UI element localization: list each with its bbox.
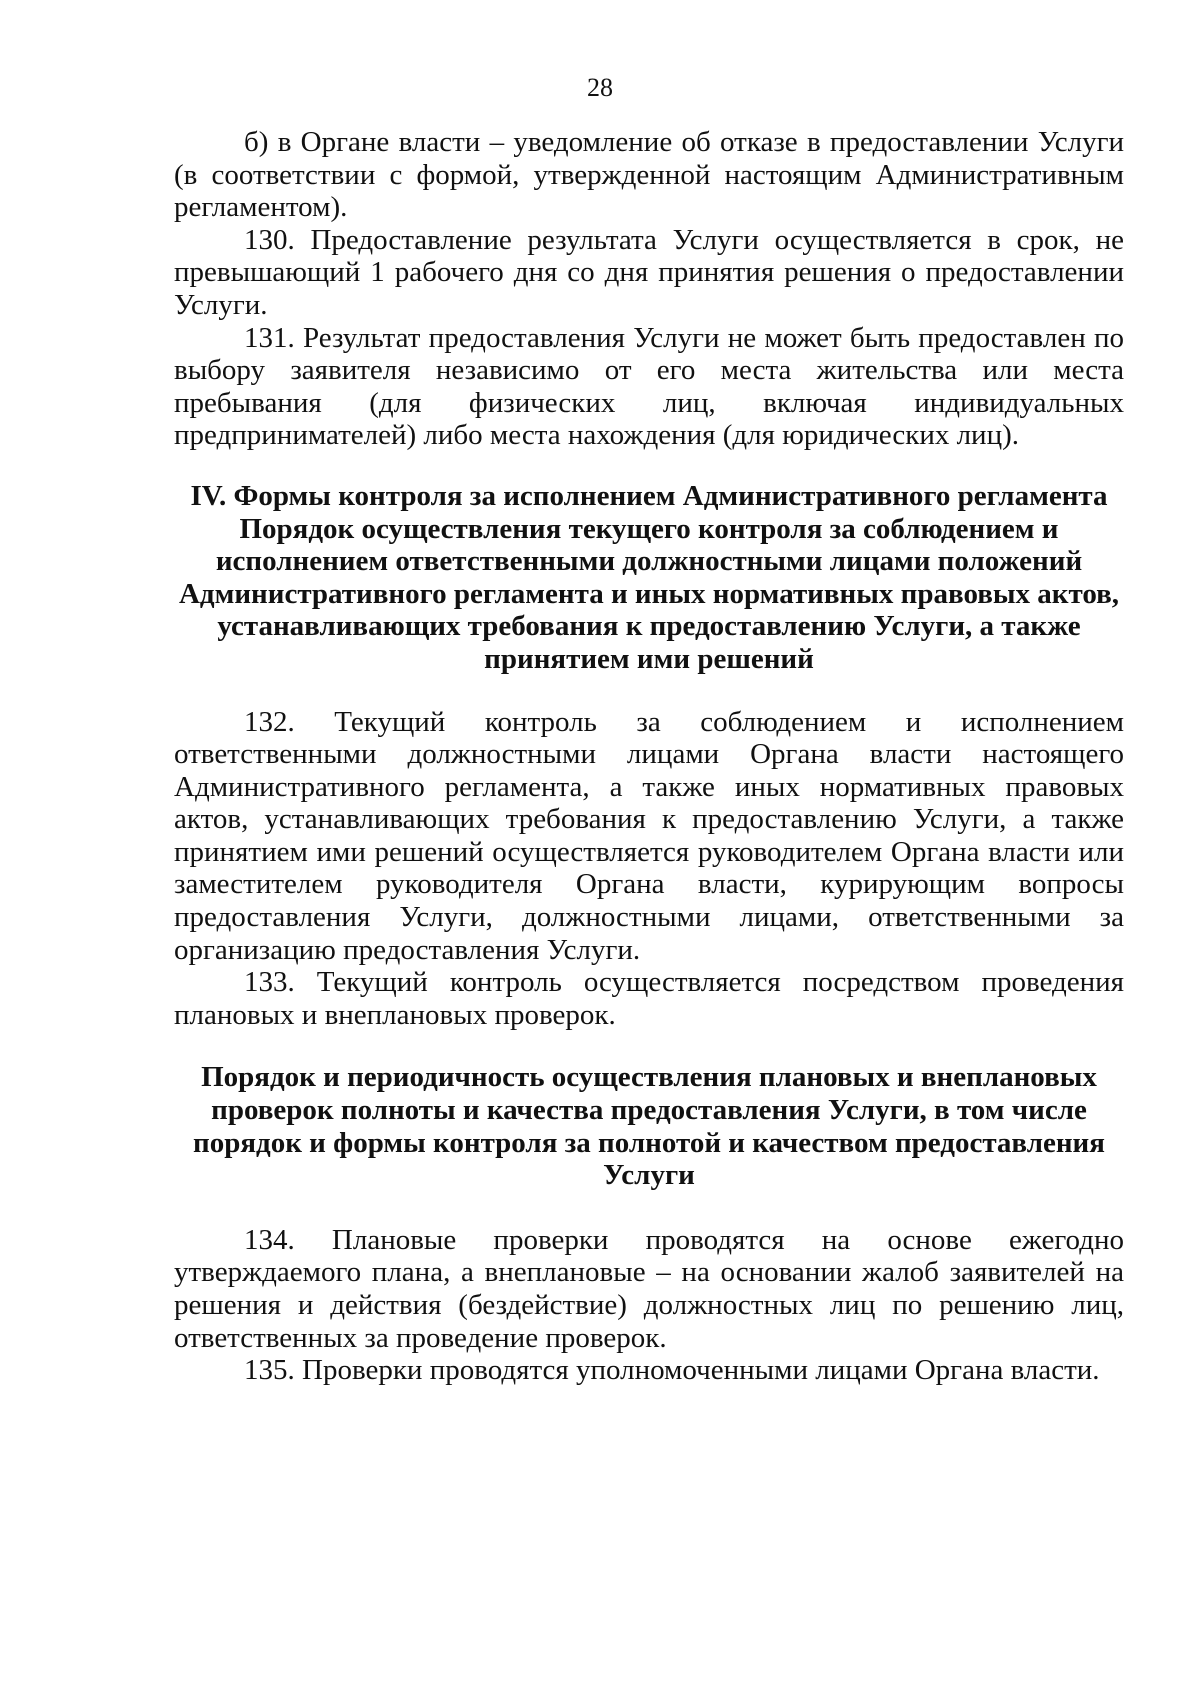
page-number: 28 [587,73,613,102]
paragraph-132: 132. Текущий контроль за соблюдением и исполнением ответственными должностными лицами Органа власти настоящего Административного регламента, а также иных нормативных правовых актов, устанавливающих требования к предоставлению Услуги, а также принятием ими решений осуществляется руководителем Органа власти или заместителем руководителя Органа власти, курирующим вопросы предоставления Услуги, должностными лицами, ответственными за организацию предоставления Услуги. [174,705,1124,966]
paragraph-133: 133. Текущий контроль осуществляется посредством проведения плановых и внеплановых проверок. [174,966,1124,1031]
section-heading-iv: IV. Формы контроля за исполнением Административного регламента Порядок осуществления текущего контроля за соблюдением и исполнением ответственными должностными лицами положений Административного регламента и иных нормативных правовых актов, устанавливающих требования к предоставлению Услуги, а также принятием ими решений [178,479,1120,675]
paragraph-135: 135. Проверки проводятся уполномоченными лицами Органа власти. [244,1354,1100,1387]
paragraph-131: 131. Результат предоставления Услуги не может быть предоставлен по выбору заявителя независимо от его места жительства или места пребывания (для физических лиц, включая индивидуальных предпринимателей) либо места нахождения (для юридических лиц). [174,321,1124,452]
paragraph-130: 130. Предоставление результата Услуги осуществляется в срок, не превышающий 1 рабочего дня со дня принятия решения о предоставлении Услуги. [174,223,1124,321]
paragraph-134: 134. Плановые проверки проводятся на основе ежегодно утверждаемого плана, а внеплановые – на основании жалоб заявителей на решения и действия (бездействие) должностных лиц по решению лиц, ответственных за проведение проверок. [174,1223,1124,1354]
document-body [174,126,1124,1387]
paragraph-129b: б) в Органе власти – уведомление об отказе в предоставлении Услуги (в соответствии с формой, утвержденной настоящим Административным регламентом). [174,126,1124,224]
subsection-heading-inspections: Порядок и периодичность осуществления плановых и внеплановых проверок полноты и качества предоставления Услуги, в том числе порядок и формы контроля за полнотой и качеством предоставления Услуги [193,1061,1105,1192]
